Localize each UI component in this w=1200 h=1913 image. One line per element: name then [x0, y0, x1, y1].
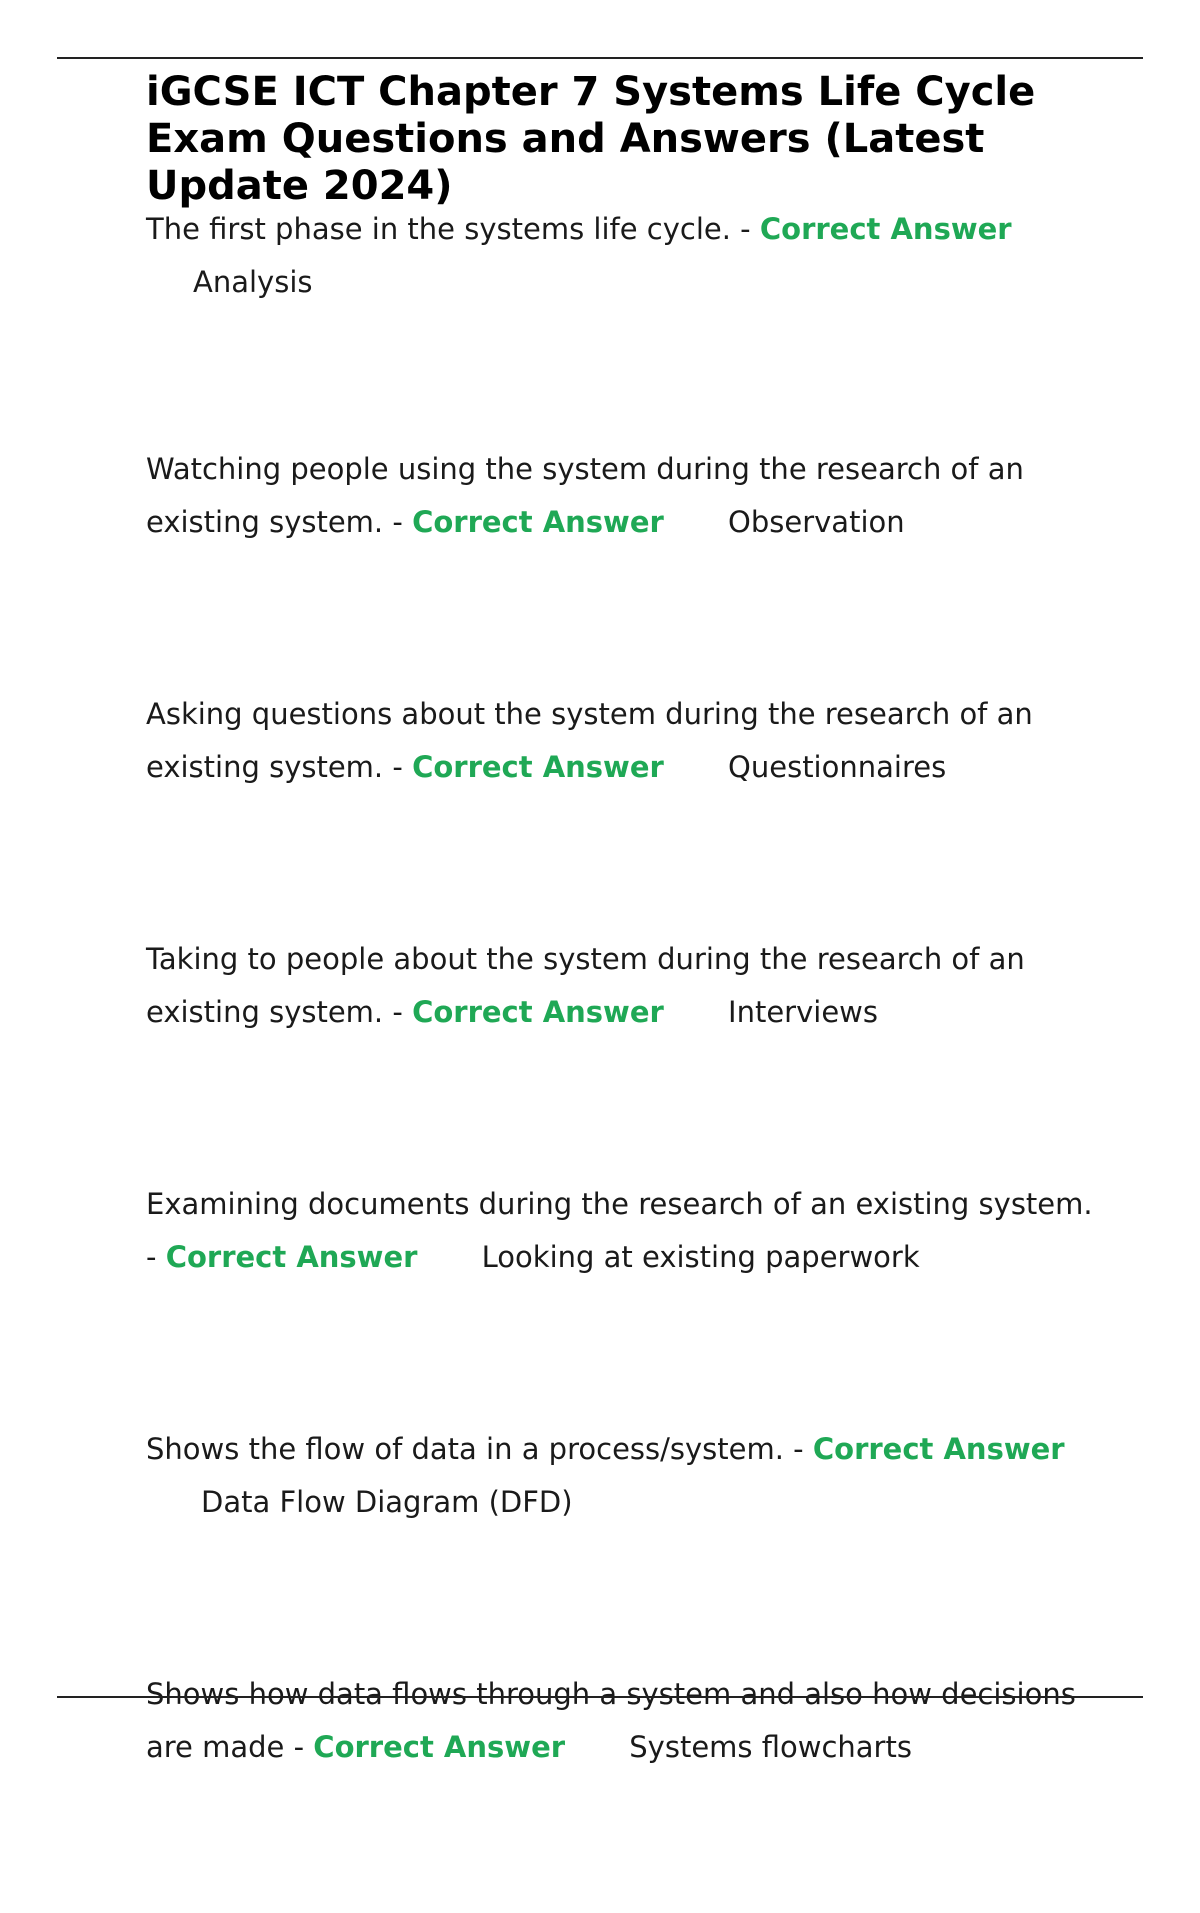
qa-item: [146, 1668, 1106, 1774]
question-text: Taking to people about the system during the research of an existing system. -: [146, 942, 1025, 1029]
correct-answer-label: Correct Answer: [812, 1432, 1065, 1466]
correct-answer-label: Correct Answer: [759, 212, 1012, 246]
correct-answer-label: Correct Answer: [412, 750, 664, 784]
document-body: [146, 69, 1106, 1913]
answer-text: Data Flow Diagram (DFD): [201, 1485, 573, 1519]
answer-text: Observation: [728, 505, 905, 539]
question-text: The first phase in the systems life cycle. -: [146, 212, 751, 246]
correct-answer-label: Correct Answer: [412, 995, 664, 1029]
top-divider: [57, 57, 1143, 59]
question-text: Asking questions about the system during the research of an existing system. -: [146, 697, 1033, 784]
question-text: Shows the flow of data in a process/system. -: [146, 1432, 804, 1466]
qa-item: [146, 1178, 1106, 1284]
answer-text: Questionnaires: [728, 750, 947, 784]
qa-item: [146, 933, 1106, 1039]
correct-answer-label: Correct Answer: [412, 505, 664, 539]
qa-item: [146, 443, 1106, 549]
answer-text: Looking at existing paperwork: [481, 1240, 920, 1274]
correct-answer-label: Correct Answer: [313, 1730, 566, 1764]
bottom-divider: [57, 1696, 1143, 1698]
question-text: Watching people using the system during the research of an existing system. -: [146, 452, 1024, 539]
answer-text: Systems flowcharts: [629, 1730, 912, 1764]
qa-item: [146, 1423, 1106, 1529]
qa-item: [146, 203, 1106, 309]
answer-text: Interviews: [728, 995, 878, 1029]
document-title: iGCSE ICT Chapter 7 Systems Life Cycle Exam Questions and Answers (Latest Update 2024): [146, 69, 1036, 209]
qa-item: [146, 688, 1106, 794]
answer-text: Analysis: [193, 265, 313, 299]
correct-answer-label: Correct Answer: [165, 1240, 418, 1274]
question-text: Examining documents during the research of an existing system. -: [146, 1187, 1093, 1274]
question-text: Shows how data flows through a system and also how decisions are made -: [146, 1677, 1076, 1764]
